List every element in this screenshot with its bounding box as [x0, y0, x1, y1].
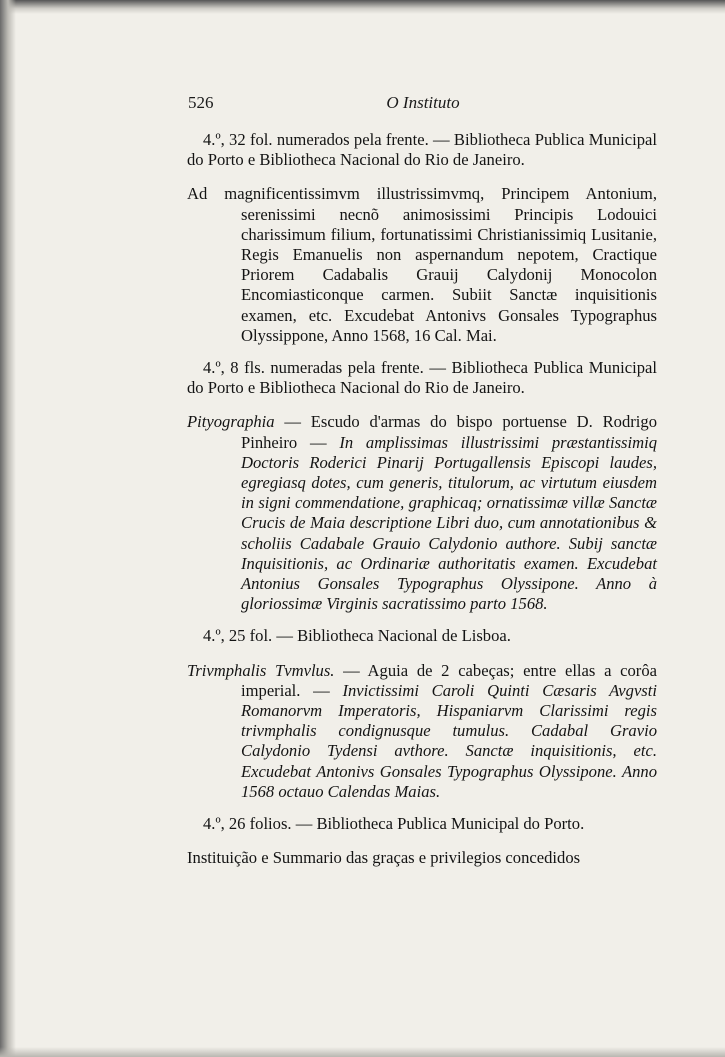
running-title: O Instituto	[386, 93, 460, 112]
page-header	[188, 93, 658, 115]
holdings-note-2: 4.º, 8 fls. numeradas pela frente. — Bibliotheca Publica Municipal do Porto e Bibliotheca Nacional do Rio de Janeiro.	[187, 358, 657, 398]
entry-2-description: — Escudo d'armas do bispo portuense D. Rodrigo Pinheiro —	[241, 412, 657, 452]
page-number: 526	[188, 93, 214, 112]
holdings-note-4: 4.º, 26 folios. — Bibliotheca Publica Municipal do Porto.	[203, 814, 585, 834]
page-top-shadow	[0, 0, 725, 14]
holdings-note-3: 4.º, 25 fol. — Bibliotheca Nacional de Lisboa.	[203, 626, 511, 646]
entry-3-description: — Aguia de 2 cabeças; entre ellas a corôa imperial. —	[241, 660, 657, 700]
entry-3-latin-title: Invictissimi Caroli Quinti Cæsaris Avgvsti Romanorvm Imperatoris, Hispaniarvm Clarissimi regis trivmphalis condignusque tumulus. Cadabal Gravio Calydonio Tydensi avthore. Sanctæ inquisitionis, etc. Excudebat Antonivs Gonsales Typographus Olyssipone. Anno 1568 octauo Calendas Maias.	[241, 680, 657, 801]
bibliographic-entry-2	[187, 412, 657, 614]
bibliographic-entry-3	[187, 661, 657, 802]
page-bottom-edge	[0, 1047, 725, 1057]
body-text	[187, 130, 657, 869]
entry-2-latin-title: In amplissimas illustrissimi præstantissimiq Doctoris Roderici Pinarij Portugallensis Episcopi laudes, egregiasq dotes, cum generis, titulorum, ac virtutum eiusdem in signi commendatione, graphicaq; ornatissimæ villæ Sanctæ Crucis de Maia descriptione Libri duo, cum annotationibus & scholiis Cadabale Grauio Calydonio authore. Subij sanctæ Inquisitionis, ac Ordinariæ authoritatis examen. Excudebat Antonius Gonsales Typographus Olyssipone. Anno à gloriossimæ Virginis sacratissimo parto 1568.	[241, 432, 657, 614]
bibliographic-entry-4-start: Instituição e Summario das graças e privilegios concedidos	[187, 848, 581, 868]
entry-3-title: Trivmphalis Tvmvlus.	[187, 660, 335, 680]
holdings-note-1: 4.º, 32 fol. numerados pela frente. — Bibliotheca Publica Municipal do Porto e Bibliotheca Nacional do Rio de Janeiro.	[187, 130, 657, 170]
page-left-edge	[0, 0, 16, 1057]
bibliographic-entry-1: Ad magnificentissimvm illustrissimvmq, Principem Antonium, serenissimi necnõ animosissimi Principis Lodouici charissimum filium, fortunatissimi Christianissimiq Lusitanie, Regis Emanuelis non aspernandum nepotem, Cractique Priorem Cadabalis Grauij Calydonij Monocolon Encomiasticonque carmen. Subiit Sanctæ inquisitionis examen, etc. Excudebat Antonivs Gonsales Typographus Olyssippone, Anno 1568, 16 Cal. Mai.	[187, 184, 657, 345]
entry-2-title: Pityographia	[187, 412, 275, 432]
